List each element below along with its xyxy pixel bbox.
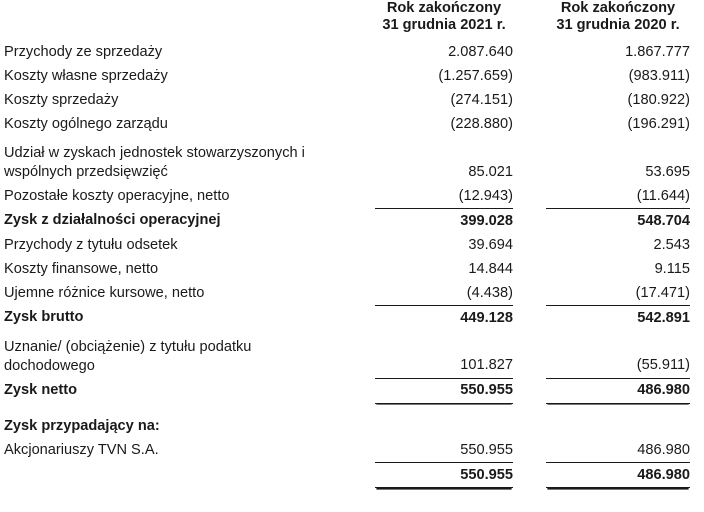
table-row-total	[0, 463, 704, 488]
row-pad	[690, 184, 704, 209]
table-row	[0, 40, 704, 64]
row-pad	[690, 463, 704, 488]
row-value-2021	[375, 414, 513, 438]
table-row	[0, 257, 704, 281]
row-label: Koszty ogólnego zarządu	[4, 115, 168, 132]
row-label-line2: dochodowego	[4, 357, 95, 374]
table-row	[0, 184, 704, 209]
section-heading-label: Zysk przypadający na:	[4, 417, 160, 434]
row-gap	[513, 209, 546, 234]
row-pad	[690, 414, 704, 438]
row-pad	[690, 281, 704, 306]
header-column-2020	[546, 0, 690, 40]
row-pad	[690, 438, 704, 463]
row-gap	[513, 233, 546, 257]
table-row	[0, 88, 704, 112]
row-gap	[513, 141, 546, 184]
row-value-2021: (228.880)	[450, 115, 513, 132]
row-label: Zysk brutto	[4, 309, 84, 325]
row-value-2021: 14.844	[468, 260, 513, 277]
row-label	[0, 335, 375, 378]
table-row	[0, 335, 704, 378]
row-label-line1: Udział w zyskach jednostek stowarzyszonych i	[4, 144, 305, 161]
row-gap	[513, 40, 546, 64]
row-value-2020: 2.543	[653, 236, 690, 253]
row-pad	[690, 64, 704, 88]
row-value-2020: (196.291)	[627, 115, 690, 132]
row-label: Koszty finansowe, netto	[4, 260, 159, 277]
row-gap	[513, 281, 546, 306]
row-label: Przychody z tytułu odsetek	[4, 236, 178, 253]
row-pad	[690, 209, 704, 234]
table-header	[0, 0, 704, 40]
row-value-2021: 550.955	[375, 378, 513, 403]
row-value-2020: 486.980	[546, 378, 690, 403]
table-section-heading	[0, 414, 704, 438]
row-label	[0, 141, 375, 184]
header-right-pad	[690, 0, 704, 40]
table-row-subtotal	[0, 209, 704, 234]
row-value-2020: (180.922)	[627, 91, 690, 108]
row-label: Zysk z działalności operacyjnej	[4, 212, 221, 228]
row-value-2021: 449.128	[460, 309, 513, 326]
table-row	[0, 112, 704, 136]
row-value-2020	[546, 414, 690, 438]
row-label: Przychody ze sprzedaży	[4, 43, 163, 60]
table-row	[0, 281, 704, 306]
row-value-2021: 39.694	[468, 236, 513, 253]
row-value-2021: 85.021	[468, 163, 513, 180]
row-value-2021: (1.257.659)	[438, 67, 513, 84]
row-value-2021: (4.438)	[375, 281, 513, 306]
row-label-line1: Uznanie/ (obciążenie) z tytułu podatku	[4, 338, 252, 355]
row-gap	[513, 335, 546, 378]
table-row	[0, 64, 704, 88]
row-label-line2: wspólnych przedsięwzięć	[4, 163, 168, 180]
row-gap	[513, 257, 546, 281]
header-row	[0, 0, 704, 40]
row-pad	[690, 233, 704, 257]
table-row	[0, 141, 704, 184]
header-2020-line2: 31 grudnia 2020 r.	[556, 17, 680, 33]
row-pad	[690, 378, 704, 403]
row-gap	[513, 64, 546, 88]
row-label: Pozostałe koszty operacyjne, netto	[4, 187, 230, 204]
header-label-column	[0, 0, 375, 40]
row-value-2020: (983.911)	[628, 67, 690, 84]
row-pad	[690, 335, 704, 378]
row-label: Akcjonariuszy TVN S.A.	[4, 441, 159, 458]
header-2020-line1: Rok zakończony	[560, 0, 676, 16]
row-value-2020: 486.980	[546, 438, 690, 463]
row-value-2021: (274.151)	[450, 91, 513, 108]
header-2021-line2: 31 grudnia 2021 r.	[382, 17, 506, 33]
row-value-2021: 399.028	[460, 212, 513, 229]
row-value-2021: 2.087.640	[448, 43, 513, 60]
row-pad	[690, 141, 704, 184]
table-body	[0, 40, 704, 488]
table-row	[0, 438, 704, 463]
row-pad	[690, 306, 704, 331]
table-row-total	[0, 378, 704, 403]
row-value-2020: 53.695	[645, 163, 690, 180]
row-pad	[690, 88, 704, 112]
row-label: Zysk netto	[4, 381, 77, 398]
row-gap	[513, 88, 546, 112]
row-pad	[690, 40, 704, 64]
table-row-subtotal	[0, 306, 704, 331]
row-value-2020: (17.471)	[546, 281, 690, 306]
row-value-2021: (12.943)	[375, 184, 513, 209]
row-value-2020: (11.644)	[546, 184, 690, 209]
row-gap	[513, 414, 546, 438]
row-value-2020: 542.891	[637, 309, 690, 326]
row-value-2020: 9.115	[654, 260, 690, 277]
header-2021-line1: Rok zakończony	[386, 0, 502, 16]
header-column-2021	[375, 0, 513, 40]
row-spacer	[0, 403, 704, 414]
row-gap	[513, 184, 546, 209]
row-value-2020: 486.980	[546, 463, 690, 488]
row-pad	[690, 112, 704, 136]
row-value-2020: 1.867.777	[625, 43, 690, 60]
row-label: Ujemne różnice kursowe, netto	[4, 284, 205, 301]
row-pad	[690, 257, 704, 281]
row-value-2020: (55.911)	[546, 335, 690, 378]
row-value-2021: 550.955	[375, 438, 513, 463]
row-gap	[513, 438, 546, 463]
row-label: Koszty sprzedaży	[4, 91, 119, 108]
row-gap	[513, 112, 546, 136]
row-value-2020: 548.704	[637, 212, 690, 229]
row-gap	[513, 463, 546, 488]
row-value-2021: 101.827	[375, 335, 513, 378]
row-value-2021: 550.955	[375, 463, 513, 488]
row-label	[0, 463, 375, 488]
row-gap	[513, 378, 546, 403]
header-column-gap	[513, 0, 546, 40]
row-label: Koszty własne sprzedaży	[4, 67, 168, 84]
table-row	[0, 233, 704, 257]
row-gap	[513, 306, 546, 331]
